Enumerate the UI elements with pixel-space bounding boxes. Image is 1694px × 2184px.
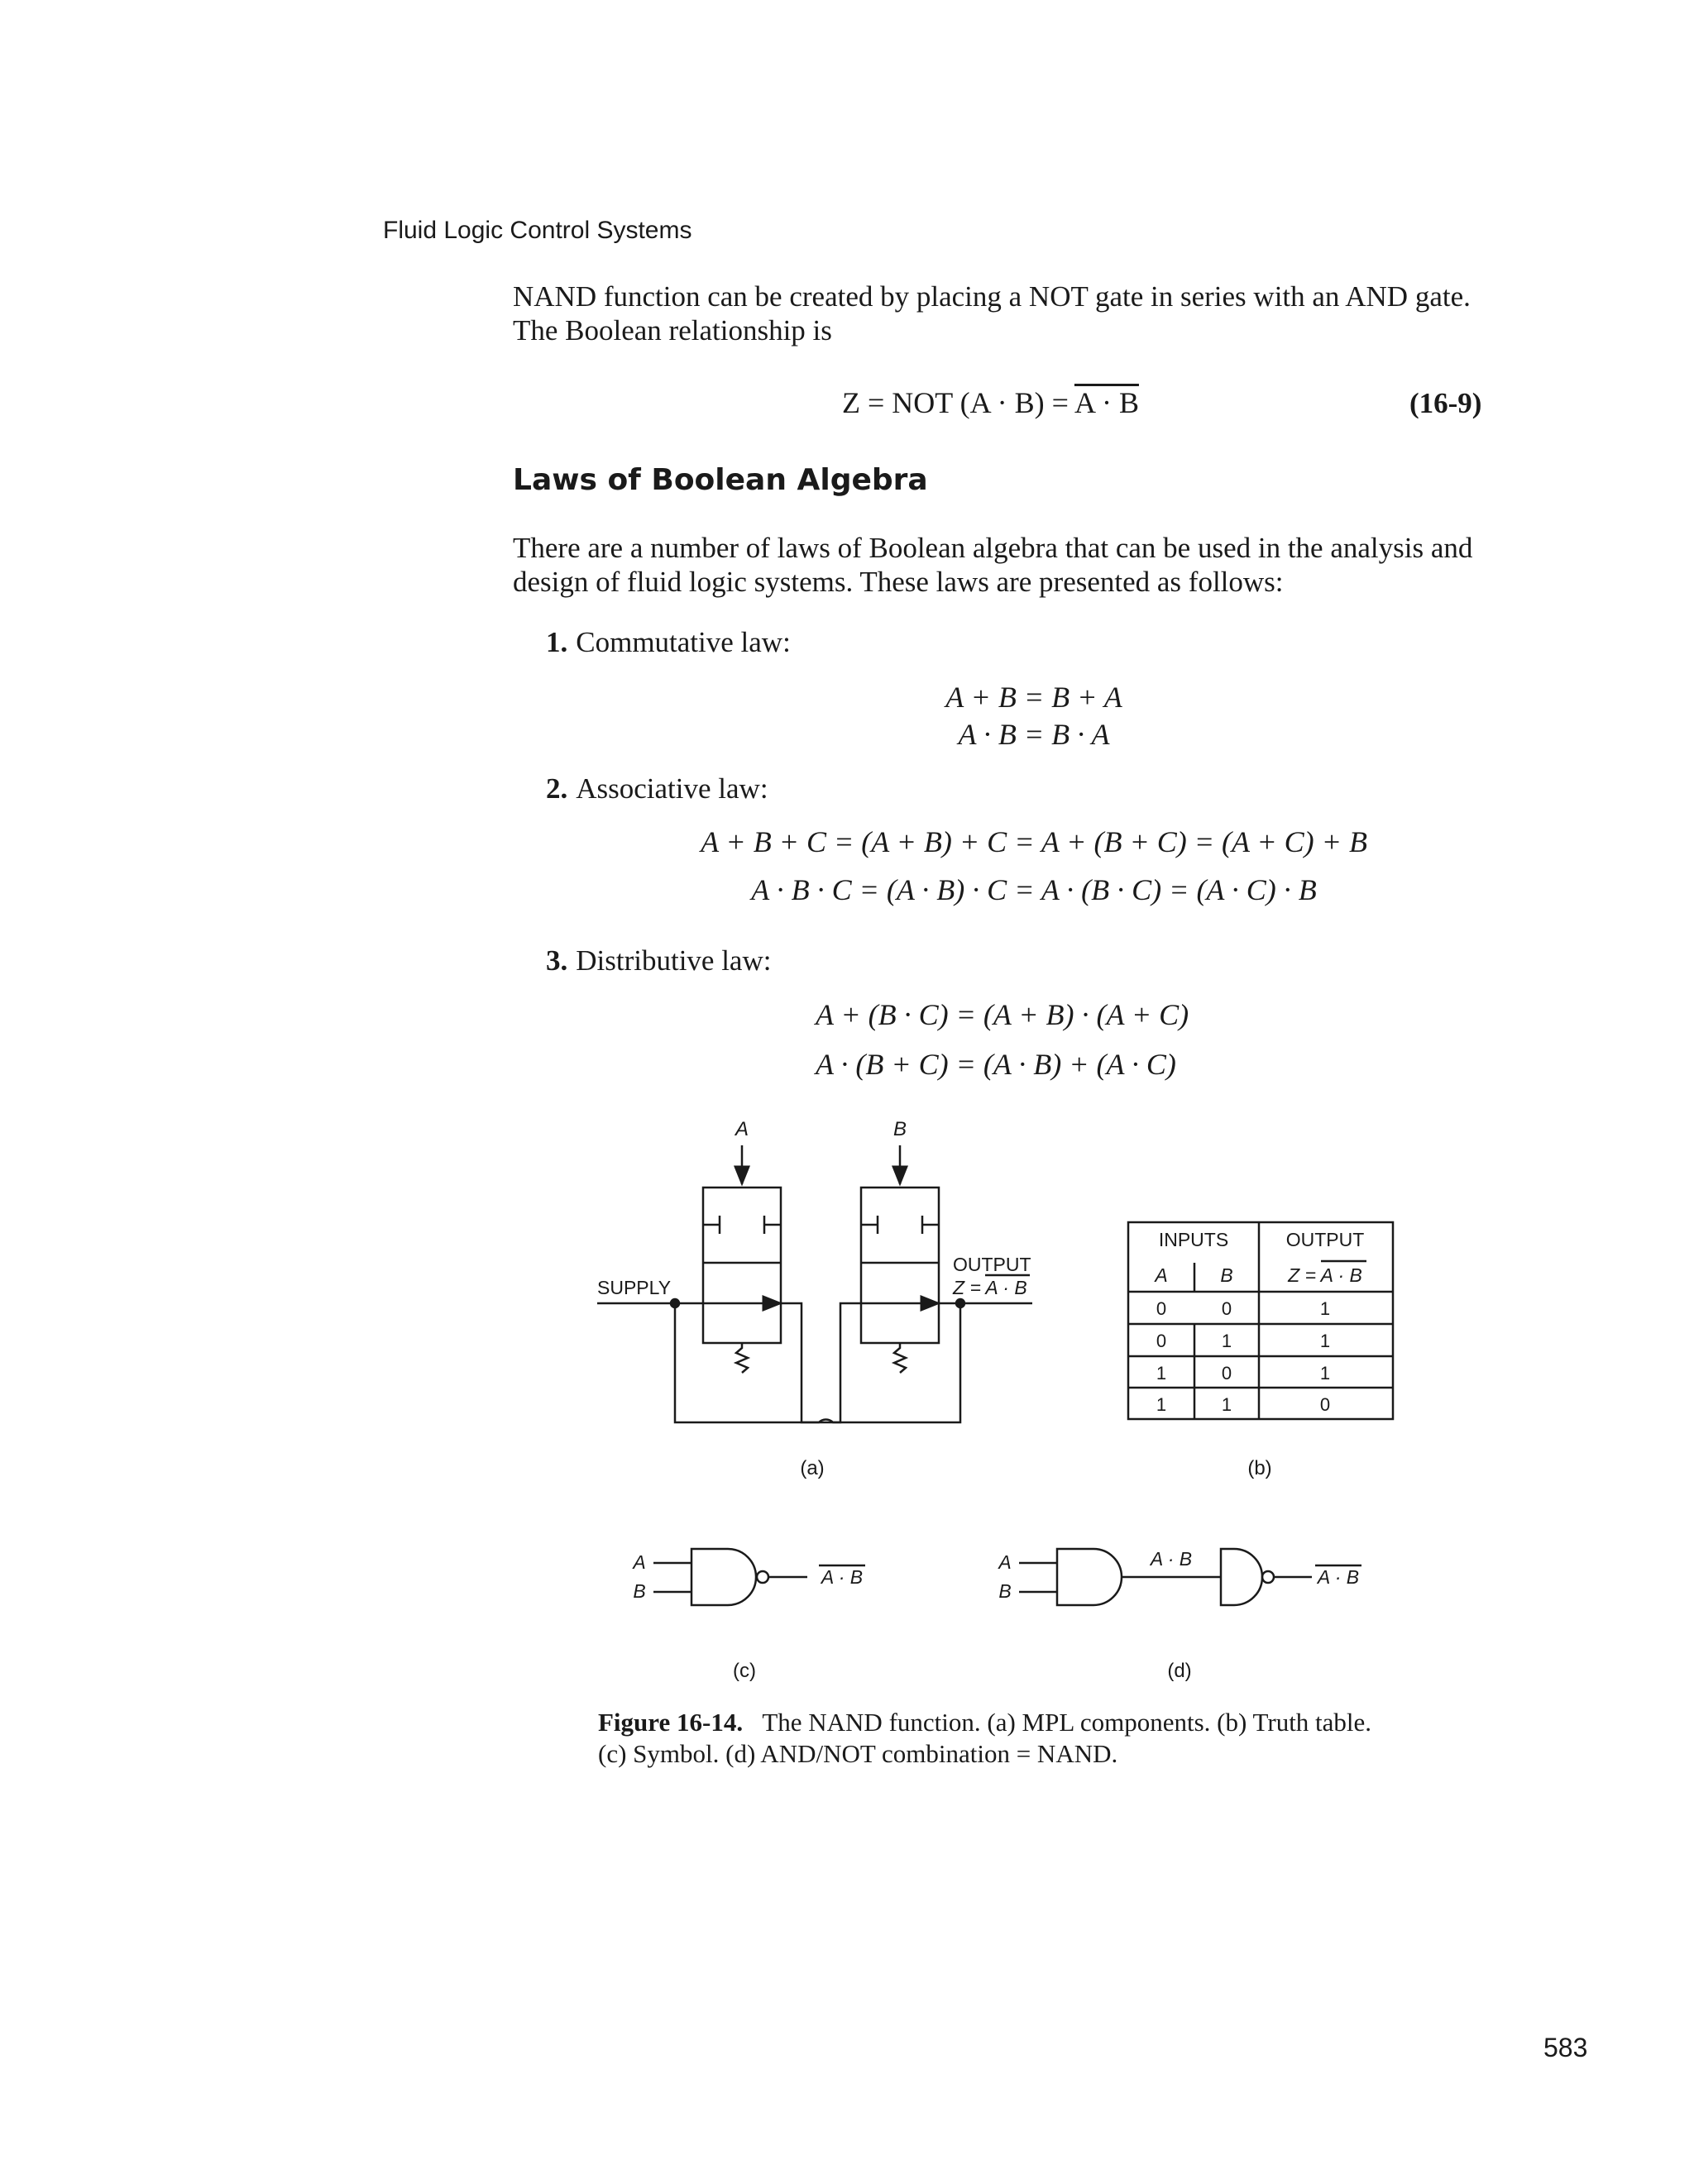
panel-a-label: (a) [800,1457,825,1479]
panel-c-nand-symbol [631,1549,865,1682]
page-number: 583 [1543,2033,1588,2062]
law-1-equation-2: A · B = B · A [958,718,1110,751]
law-1-number: 1. [546,626,568,658]
intro-line-1: NAND function can be created by placing a NOT gate in series with an AND gate. [513,280,1471,313]
equation-overbar: A · B [1074,386,1139,419]
law-2-name: Associative law: [576,772,768,805]
panel-d-output: A · B [1317,1566,1360,1588]
law-3-equation-1: A + (B · C) = (A + B) · (A + C) [816,998,1189,1031]
panel-a-mpl-components [597,1118,1032,1479]
table-row [1156,1363,1330,1384]
svg-text:1: 1 [1156,1394,1167,1415]
panel-a-link-line [781,1303,861,1422]
panel-a-input-b: B [892,1118,907,1140]
running-head: Fluid Logic Control Systems [383,217,692,244]
equation-lhs: Z = NOT (A · B) = [842,386,1074,419]
and-gate-icon [1057,1549,1122,1605]
table-col-b: B [1220,1264,1233,1286]
panel-a-valve-1 [703,1188,781,1373]
svg-text:1: 1 [1319,1363,1331,1384]
law-1-name: Commutative law: [576,626,791,658]
panel-c-input-a: A [633,1551,646,1573]
law-3-name: Distributive law: [576,944,772,977]
panel-a-output-node [956,1299,964,1307]
law-2-equation-1: A + B + C = (A + B) + C = A + (B + C) = (A + C) + B [701,825,1367,858]
law-2-number: 2. [546,772,568,805]
svg-text:1: 1 [1156,1363,1167,1384]
panel-d-mid-label: A · B [1150,1548,1193,1570]
panel-a-input-a: A [735,1118,749,1140]
panel-d-and-not-combination [997,1548,1361,1682]
panel-d-label: (d) [1167,1660,1192,1682]
svg-text:0: 0 [1221,1298,1232,1319]
svg-text:1: 1 [1319,1298,1331,1319]
caption-line-1 [598,1707,1491,1738]
panel-a-supply-label: SUPPLY [597,1277,672,1298]
svg-text:1: 1 [1221,1331,1232,1351]
nand-gate-icon [691,1549,756,1605]
panel-d-input-a: A [998,1551,1012,1573]
panel-c-label: (c) [733,1660,756,1682]
panel-a-output-equation: Z = A · B [953,1277,1027,1298]
figure-caption [598,1707,1491,1770]
panel-b-label: (b) [1247,1457,1272,1479]
svg-text:0: 0 [1319,1394,1331,1415]
caption-figure-label: Figure 16-14. [598,1708,744,1737]
panel-a-supply-node [671,1299,679,1307]
svg-text:0: 0 [1156,1298,1167,1319]
caption-text-1: The NAND function. (a) MPL components. (b) Truth table. [762,1708,1372,1737]
not-gate-icon [1221,1549,1262,1605]
law-3-number: 3. [546,944,568,977]
laws-intro-line-2: design of fluid logic systems. These laws are presented as follows: [513,566,1284,598]
caption-line-2: (c) Symbol. (d) AND/NOT combination = NAND. [598,1739,1118,1768]
svg-text:1: 1 [1221,1394,1232,1415]
law-1-equation-1: A + B = B + A [945,681,1122,714]
section-title: Laws of Boolean Algebra [513,463,928,497]
table-col-a: A [1155,1264,1168,1286]
law-2-equation-2: A · B · C = (A · B) · C = A · (B · C) = (A · C) · B [751,873,1317,906]
panel-a-output-label: OUTPUT [953,1254,1031,1275]
table-col-z: Z = A · B [1288,1264,1362,1286]
table-row [1156,1331,1330,1351]
law-3-equation-2: A · (B + C) = (A · B) + (A · C) [816,1048,1176,1081]
table-row [1156,1394,1330,1415]
panel-a-return-line [675,1303,960,1422]
svg-text:1: 1 [1319,1331,1331,1351]
panel-c-input-b: B [633,1580,646,1602]
intro-line-2: The Boolean relationship is [513,314,832,346]
panel-d-input-b: B [998,1580,1012,1602]
inversion-bubble-icon [757,1571,768,1583]
table-header-output: OUTPUT [1285,1229,1365,1250]
inversion-bubble-icon [1262,1571,1274,1583]
svg-text:0: 0 [1156,1331,1167,1351]
equation-number: (16-9) [1409,387,1482,419]
panel-c-output: A · B [821,1566,864,1588]
panel-a-valve-2 [861,1188,939,1373]
svg-text:0: 0 [1221,1363,1232,1384]
table-row [1156,1298,1330,1319]
laws-intro-line-1: There are a number of laws of Boolean algebra that can be used in the analysis and [513,532,1473,564]
table-header-inputs: INPUTS [1158,1229,1229,1250]
panel-b-truth-table [1128,1222,1393,1479]
